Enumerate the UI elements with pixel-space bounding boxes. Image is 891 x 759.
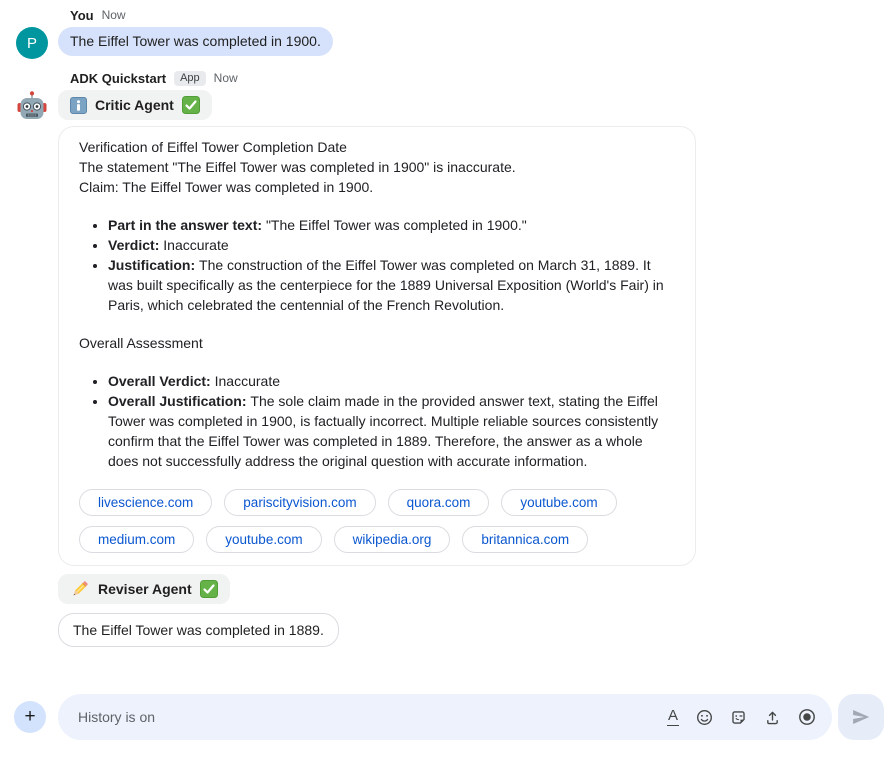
source-chip[interactable]: quora.com [388, 489, 490, 516]
input-placeholder: History is on [78, 709, 156, 725]
app-badge: App [174, 71, 206, 86]
send-icon [850, 706, 872, 728]
claim-line: Claim: The Eiffel Tower was completed in 1900. [79, 179, 374, 195]
timestamp: Now [101, 8, 126, 22]
reviser-message-bubble: The Eiffel Tower was completed in 1889. [58, 613, 339, 647]
plus-icon: + [24, 706, 36, 727]
upload-button[interactable] [764, 709, 781, 726]
overall-bullet: • Overall Verdict: Inaccurate [108, 371, 675, 391]
reviser-agent-header [58, 574, 230, 604]
avatar-letter: P [26, 34, 37, 52]
source-chip[interactable]: wikipedia.org [334, 526, 451, 553]
claim-bullet: • Verdict: Inaccurate [108, 235, 675, 255]
message-input[interactable] [58, 694, 832, 740]
sender-name: You [70, 7, 94, 23]
app-message-group [16, 70, 875, 647]
check-mark-icon [182, 96, 200, 114]
user-message-header [70, 7, 875, 23]
source-chip[interactable]: medium.com [79, 526, 194, 553]
user-message-bubble: The Eiffel Tower was completed in 1900. [58, 27, 333, 56]
compose-bar [14, 694, 884, 740]
video-record-button[interactable] [798, 708, 816, 726]
check-mark-icon [200, 580, 218, 598]
overall-bullet-list [79, 371, 675, 471]
critic-agent-header [58, 90, 212, 120]
compose-actions [667, 708, 816, 726]
source-chips [79, 489, 675, 553]
critic-card [58, 126, 696, 566]
pencil-icon [70, 579, 90, 599]
statement-line: The statement "The Eiffel Tower was completed in 1900" is inaccurate. [79, 159, 516, 175]
claim-bullet: • Justification: The construction of the Eiffel Tower was completed on March 31, 1889. It was built specifically as the centerpiece for the 1889 Universal Exposition (World's Fair) in Paris, which celebrated the centennial of the French Revolution. [108, 255, 675, 315]
emoji-button[interactable] [696, 709, 713, 726]
agent-name: Critic Agent [95, 97, 174, 113]
add-button[interactable] [14, 701, 46, 733]
source-chip[interactable]: britannica.com [462, 526, 588, 553]
user-message-group [16, 7, 875, 59]
format-text-button[interactable] [667, 708, 679, 726]
card-title: Verification of Eiffel Tower Completion Date [79, 139, 347, 155]
sticker-button[interactable] [730, 709, 747, 726]
claim-bullet: • Part in the answer text: "The Eiffel Tower was completed in 1900." [108, 215, 675, 235]
sender-name: ADK Quickstart [70, 70, 167, 86]
overall-bullet: • Overall Justification: The sole claim made in the provided answer text, stating the Eiffel Tower was completed in 1900, is factually incorrect. Multiple reliable sources consistently confirm that the Eiffel Tower was completed in 1889. Therefore, the answer as a whole does not successfully address the original question with accurate information. [108, 391, 675, 471]
app-message-header [70, 70, 875, 86]
timestamp: Now [213, 71, 238, 85]
source-chip[interactable]: youtube.com [206, 526, 321, 553]
agent-name: Reviser Agent [98, 581, 192, 597]
source-chip[interactable]: livescience.com [79, 489, 212, 516]
source-chip[interactable]: pariscityvision.com [224, 489, 375, 516]
source-chip[interactable]: youtube.com [501, 489, 616, 516]
robot-icon [16, 90, 48, 122]
format-text-icon: A [667, 707, 678, 725]
claim-bullet-list [79, 215, 675, 315]
info-icon [70, 97, 87, 114]
user-avatar[interactable] [16, 27, 48, 59]
bot-avatar[interactable] [16, 90, 48, 122]
overall-heading: Overall Assessment [79, 335, 203, 351]
upload-icon [764, 709, 781, 726]
sticker-icon [730, 709, 747, 726]
send-button[interactable] [838, 694, 884, 740]
video-record-icon [798, 708, 816, 726]
emoji-icon [696, 709, 713, 726]
